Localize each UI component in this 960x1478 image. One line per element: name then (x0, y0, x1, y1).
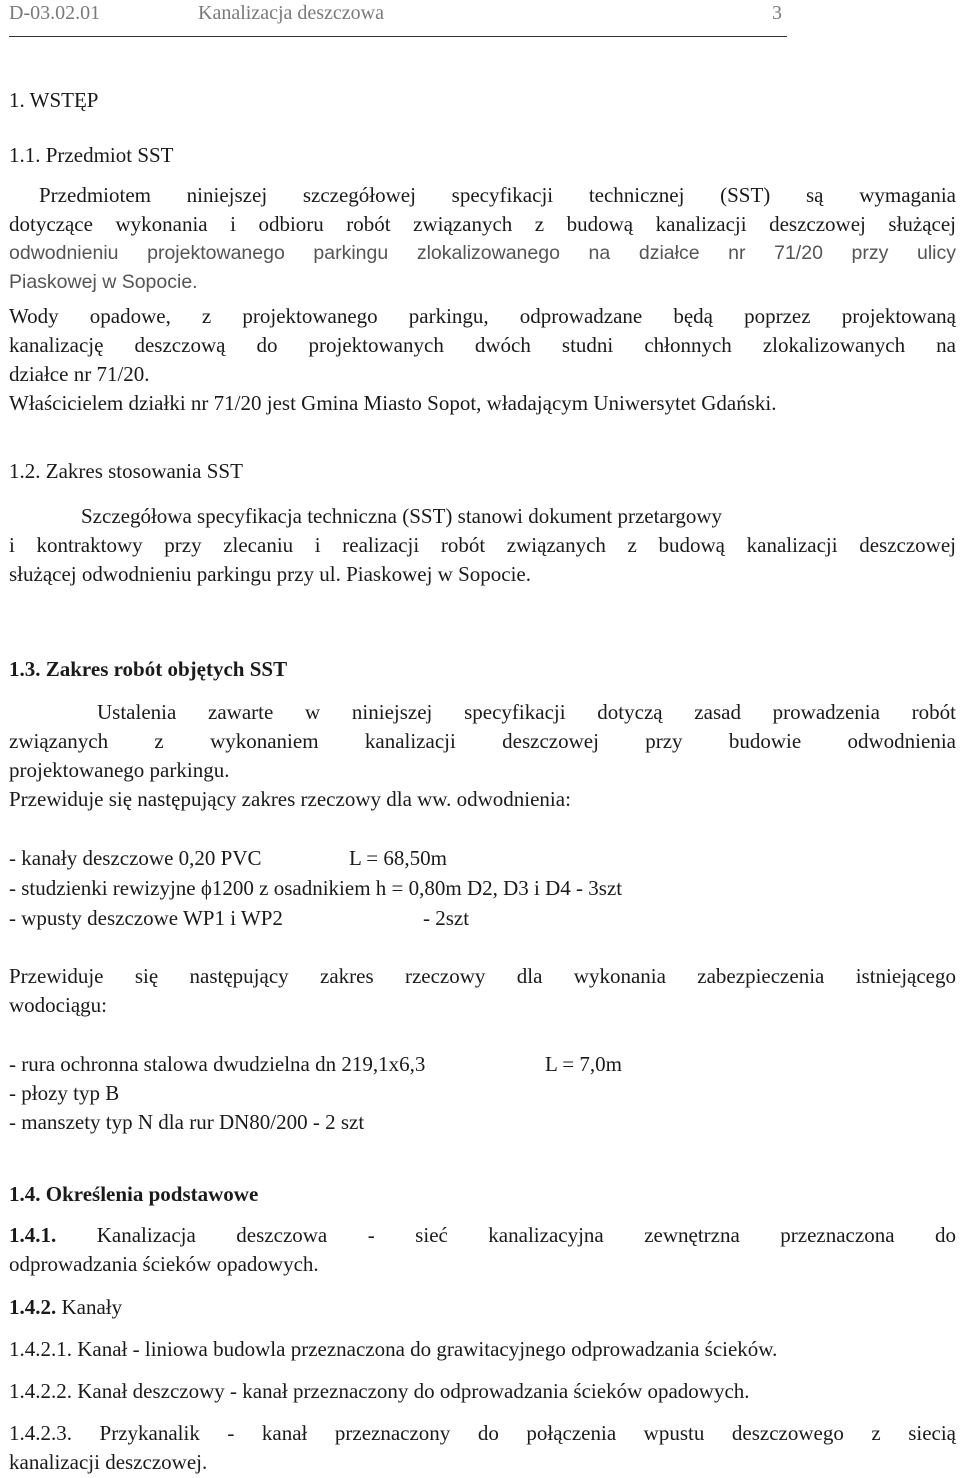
list-item: - studzienki rewizyjne ϕ1200 z osadnikiem h = 0,80m D2, D3 i D4 - 3szt (9, 876, 623, 900)
paragraph-line: Właścicielem działki nr 71/20 jest Gmina Miasto Sopot, władającym Uniwersytet Gdański. (9, 391, 777, 415)
definition-line: kanalizacji deszczowej. (9, 1450, 208, 1474)
document-code: D-03.02.01 (9, 2, 101, 24)
list-item: - rura ochronna stalowa dwudzielna dn 219,1x6,3 L = 7,0m (9, 1052, 622, 1076)
paragraph-line: kanalizację deszczową do projektowanych dwóch studni chłonnych zlokalizowanych na (9, 333, 956, 357)
section-heading-1: 1. WSTĘP (9, 88, 99, 112)
paragraph-line: działce nr 71/20. (9, 362, 150, 386)
list-item: - manszety typ N dla rur DN80/200 - 2 szt (9, 1110, 365, 1134)
paragraph-line: Przewiduje się następujący zakres rzeczowy dla wykonania zabezpieczenia istniejącego (9, 964, 956, 988)
paragraph-line: i kontraktowy przy zlecaniu i realizacji robót związanych z budową kanalizacji deszczowej (9, 533, 956, 557)
paragraph-line: wodociągu: (9, 993, 107, 1017)
list-item: - wpusty deszczowe WP1 i WP2 - 2szt (9, 906, 470, 930)
paragraph-line: Ustalenia zawarte w niniejszej specyfikacji dotyczą zasad prowadzenia robót (97, 700, 956, 724)
section-heading-1-1: 1.1. Przedmiot SST (9, 143, 174, 167)
definition-line: odprowadzania ścieków opadowych. (9, 1252, 319, 1276)
paragraph-line: Wody opadowe, z projektowanego parkingu, odprowadzane będą poprzez projektowaną (9, 304, 956, 328)
paragraph-line: projektowanego parkingu. (9, 758, 230, 782)
paragraph-line: związanych z wykonaniem kanalizacji deszczowej przy budowie odwodnienia (9, 729, 956, 753)
document-title: Kanalizacja deszczowa (198, 2, 384, 24)
definition-line: 1.4.2.3. Przykanalik - kanał przeznaczony do połączenia wpustu deszczowego z siecią (9, 1421, 956, 1445)
definition-number: 1.4.2. (9, 1295, 57, 1319)
paragraph-line: dotyczące wykonania i odbioru robót związanych z budową kanalizacji deszczowej służącej (9, 212, 956, 236)
section-heading-1-3: 1.3. Zakres robót objętych SST (9, 657, 288, 681)
paragraph-line: Przewiduje się następujący zakres rzeczowy dla ww. odwodnienia: (9, 787, 571, 811)
section-heading-1-4: 1.4. Określenia podstawowe (9, 1182, 259, 1206)
page-number: 3 (772, 2, 782, 24)
paragraph-line: Szczegółowa specyfikacja techniczna (SST) stanowi dokument przetargowy (81, 504, 723, 528)
definition-line: 1.4.2.2. Kanał deszczowy - kanał przeznaczony do odprowadzania ścieków opadowych. (9, 1379, 750, 1403)
list-item: - płozy typ B (9, 1081, 120, 1105)
paragraph-line: odwodnieniu projektowanego parkingu zlokalizowanego na działce nr 71/20 przy ulicy (9, 242, 956, 264)
definition-line: 1.4.2. Kanały (9, 1295, 123, 1319)
definition-line: 1.4.1. Kanalizacja deszczowa - sieć kanalizacyjna zewnętrzna przeznaczona do (9, 1223, 956, 1247)
paragraph-line: służącej odwodnieniu parkingu przy ul. Piaskowej w Sopocie. (9, 562, 531, 586)
paragraph-line: Przedmiotem niniejszej szczegółowej specyfikacji technicznej (SST) są wymagania (39, 183, 956, 207)
definition-line: 1.4.2.1. Kanał - liniowa budowla przeznaczona do grawitacyjnego odprowadzania ścieków. (9, 1337, 778, 1361)
page-header (9, 2, 787, 37)
section-heading-1-2: 1.2. Zakres stosowania SST (9, 459, 243, 483)
list-item: - kanały deszczowe 0,20 PVC L = 68,50m (9, 846, 447, 870)
paragraph-line: Piaskowej w Sopocie. (9, 271, 198, 293)
definition-number: 1.4.1. (9, 1223, 57, 1247)
